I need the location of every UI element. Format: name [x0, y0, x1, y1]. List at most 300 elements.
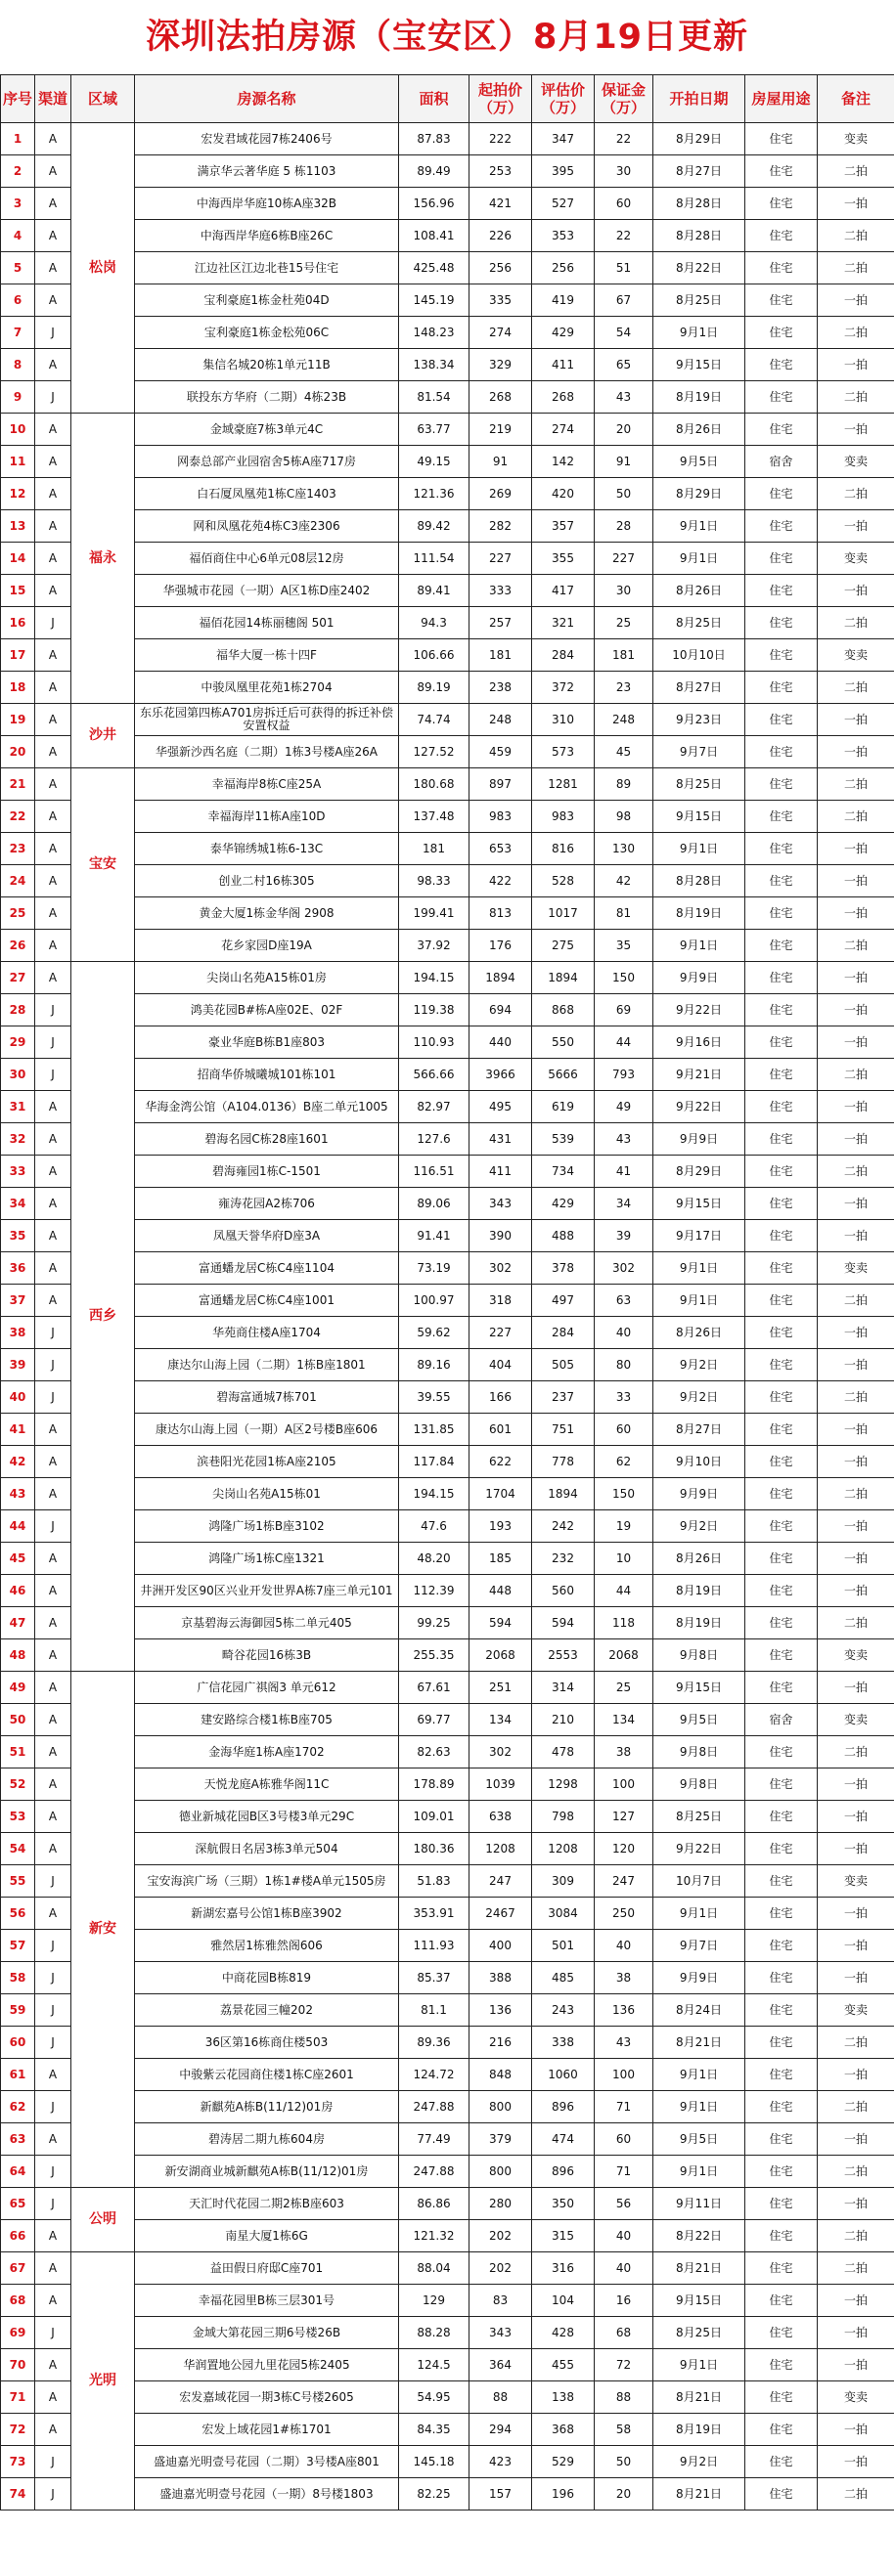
region-cell: 沙井	[71, 704, 135, 768]
row-number: 45	[1, 1543, 35, 1575]
area-size: 89.19	[399, 672, 469, 704]
start-price: 280	[469, 2188, 532, 2220]
note: 一拍	[818, 2349, 894, 2381]
auction-date: 9月7日	[653, 1930, 745, 1962]
usage: 住宅	[745, 704, 818, 736]
auction-date: 9月5日	[653, 446, 745, 478]
channel-cell: A	[35, 1898, 71, 1930]
auction-date: 8月19日	[653, 2414, 745, 2446]
auction-date: 9月7日	[653, 736, 745, 768]
table-row	[1, 543, 894, 575]
area-size: 199.41	[399, 897, 469, 930]
property-name: 盛迪嘉光明壹号花园（二期）3号楼A座801	[135, 2446, 399, 2478]
property-name: 康达尔山海上园（二期）1栋B座1801	[135, 1349, 399, 1381]
row-number: 9	[1, 381, 35, 414]
usage: 住宅	[745, 414, 818, 446]
usage: 住宅	[745, 1478, 818, 1510]
start-price: 388	[469, 1962, 532, 1994]
area-size: 121.32	[399, 2220, 469, 2252]
channel-cell: A	[35, 865, 71, 897]
deposit: 58	[595, 2414, 653, 2446]
row-number: 56	[1, 1898, 35, 1930]
row-number: 62	[1, 2091, 35, 2123]
area-size: 69.77	[399, 1704, 469, 1736]
usage: 住宅	[745, 1026, 818, 1059]
deposit: 51	[595, 252, 653, 284]
usage: 住宅	[745, 2414, 818, 2446]
deposit: 30	[595, 155, 653, 188]
table-row	[1, 1833, 894, 1865]
channel-cell: J	[35, 607, 71, 639]
appraisal-price: 560	[532, 1575, 595, 1607]
header-channel: 渠道	[35, 75, 71, 123]
start-price: 983	[469, 801, 532, 833]
row-number: 60	[1, 2027, 35, 2059]
area-size: 99.25	[399, 1607, 469, 1639]
start-price: 390	[469, 1220, 532, 1252]
usage: 住宅	[745, 1188, 818, 1220]
property-name: 深航假日名居3栋3单元504	[135, 1833, 399, 1865]
appraisal-price: 314	[532, 1672, 595, 1704]
appraisal-price: 243	[532, 1994, 595, 2027]
area-size: 47.6	[399, 1510, 469, 1543]
deposit: 44	[595, 1575, 653, 1607]
appraisal-price: 488	[532, 1220, 595, 1252]
deposit: 118	[595, 1607, 653, 1639]
start-price: 622	[469, 1446, 532, 1478]
appraisal-price: 896	[532, 2156, 595, 2188]
area-size: 124.5	[399, 2349, 469, 2381]
auction-date: 8月25日	[653, 607, 745, 639]
channel-cell: A	[35, 801, 71, 833]
area-size: 121.36	[399, 478, 469, 510]
area-size: 91.41	[399, 1220, 469, 1252]
appraisal-price: 478	[532, 1736, 595, 1768]
listing-table	[0, 74, 894, 2511]
table-row	[1, 607, 894, 639]
channel-cell: A	[35, 220, 71, 252]
property-name: 鸿隆广场1栋B座3102	[135, 1510, 399, 1543]
region-cell: 福永	[71, 414, 135, 704]
auction-date: 9月15日	[653, 349, 745, 381]
usage: 住宅	[745, 1414, 818, 1446]
table-row	[1, 2414, 894, 2446]
area-size: 54.95	[399, 2381, 469, 2414]
note: 变卖	[818, 639, 894, 672]
channel-cell: J	[35, 2317, 71, 2349]
channel-cell: A	[35, 349, 71, 381]
usage: 住宅	[745, 575, 818, 607]
row-number: 69	[1, 2317, 35, 2349]
usage: 住宅	[745, 768, 818, 801]
property-name: 幸福海岸11栋A座10D	[135, 801, 399, 833]
row-number: 32	[1, 1123, 35, 1156]
row-number: 46	[1, 1575, 35, 1607]
table-row	[1, 123, 894, 155]
property-name: 金域大第花园三期6号楼26B	[135, 2317, 399, 2349]
auction-date: 9月23日	[653, 704, 745, 736]
usage: 住宅	[745, 865, 818, 897]
property-name: 泰华锦绣城1栋6-13C	[135, 833, 399, 865]
table-row	[1, 1123, 894, 1156]
header-usage: 房屋用途	[745, 75, 818, 123]
table-row	[1, 1930, 894, 1962]
deposit: 42	[595, 865, 653, 897]
property-name: 华苑商住楼A座1704	[135, 1317, 399, 1349]
deposit: 130	[595, 833, 653, 865]
table-row	[1, 2381, 894, 2414]
area-size: 247.88	[399, 2091, 469, 2123]
channel-cell: A	[35, 1188, 71, 1220]
channel-cell: A	[35, 252, 71, 284]
note: 一拍	[818, 1026, 894, 1059]
table-row	[1, 768, 894, 801]
channel-cell: A	[35, 1736, 71, 1768]
usage: 住宅	[745, 1381, 818, 1414]
area-size: 88.28	[399, 2317, 469, 2349]
start-price: 226	[469, 220, 532, 252]
header-name: 房源名称	[135, 75, 399, 123]
note: 一拍	[818, 1349, 894, 1381]
auction-date: 9月9日	[653, 1123, 745, 1156]
channel-cell: A	[35, 736, 71, 768]
table-row	[1, 1672, 894, 1704]
channel-cell: A	[35, 188, 71, 220]
row-number: 27	[1, 962, 35, 994]
property-name: 福佰商住中心6单元08层12房	[135, 543, 399, 575]
table-row	[1, 252, 894, 284]
row-number: 34	[1, 1188, 35, 1220]
property-name: 华强新沙西名庭（二期）1栋3号楼A座26A	[135, 736, 399, 768]
channel-cell: A	[35, 1220, 71, 1252]
channel-cell: A	[35, 833, 71, 865]
area-size: 89.42	[399, 510, 469, 543]
row-number: 14	[1, 543, 35, 575]
deposit: 20	[595, 2478, 653, 2511]
note: 一拍	[818, 1510, 894, 1543]
usage: 住宅	[745, 2220, 818, 2252]
start-price: 653	[469, 833, 532, 865]
auction-date: 8月25日	[653, 768, 745, 801]
start-price: 897	[469, 768, 532, 801]
deposit: 89	[595, 768, 653, 801]
channel-cell: A	[35, 1704, 71, 1736]
auction-date: 9月1日	[653, 2349, 745, 2381]
property-name: 雅然居1栋雅然阁606	[135, 1930, 399, 1962]
appraisal-price: 485	[532, 1962, 595, 1994]
note: 一拍	[818, 897, 894, 930]
property-name: 天汇时代花园二期2栋B座603	[135, 2188, 399, 2220]
property-name: 金海华庭1栋A座1702	[135, 1736, 399, 1768]
auction-date: 9月9日	[653, 962, 745, 994]
deposit: 40	[595, 2220, 653, 2252]
start-price: 227	[469, 543, 532, 575]
property-name: 宝利豪庭1栋金松苑06C	[135, 317, 399, 349]
appraisal-price: 1208	[532, 1833, 595, 1865]
table-row	[1, 349, 894, 381]
usage: 住宅	[745, 543, 818, 575]
appraisal-price: 321	[532, 607, 595, 639]
appraisal-price: 417	[532, 575, 595, 607]
property-name: 集信名城20栋1单元11B	[135, 349, 399, 381]
note: 一拍	[818, 1220, 894, 1252]
usage: 住宅	[745, 1768, 818, 1801]
start-price: 848	[469, 2059, 532, 2091]
area-size: 48.20	[399, 1543, 469, 1575]
auction-date: 8月28日	[653, 220, 745, 252]
start-price: 638	[469, 1801, 532, 1833]
note: 一拍	[818, 2123, 894, 2156]
auction-date: 9月1日	[653, 2156, 745, 2188]
table-row	[1, 1575, 894, 1607]
row-number: 53	[1, 1801, 35, 1833]
start-price: 813	[469, 897, 532, 930]
region-cell: 宝安	[71, 768, 135, 962]
start-price: 800	[469, 2091, 532, 2123]
deposit: 45	[595, 736, 653, 768]
note: 二拍	[818, 1381, 894, 1414]
table-row	[1, 1446, 894, 1478]
channel-cell: A	[35, 2059, 71, 2091]
appraisal-price: 274	[532, 414, 595, 446]
property-name: 碧海富通城7栋701	[135, 1381, 399, 1414]
appraisal-price: 455	[532, 2349, 595, 2381]
appraisal-price: 420	[532, 478, 595, 510]
usage: 住宅	[745, 123, 818, 155]
start-price: 88	[469, 2381, 532, 2414]
start-price: 800	[469, 2156, 532, 2188]
area-size: 116.51	[399, 1156, 469, 1188]
channel-cell: A	[35, 1123, 71, 1156]
auction-date: 8月25日	[653, 1801, 745, 1833]
area-size: 110.93	[399, 1026, 469, 1059]
note: 变卖	[818, 1704, 894, 1736]
usage: 住宅	[745, 1865, 818, 1898]
property-name: 畸谷花园16栋3B	[135, 1639, 399, 1672]
area-size: 129	[399, 2285, 469, 2317]
area-size: 108.41	[399, 220, 469, 252]
area-size: 180.68	[399, 768, 469, 801]
start-price: 227	[469, 1317, 532, 1349]
row-number: 36	[1, 1252, 35, 1285]
table-row	[1, 2252, 894, 2285]
table-row	[1, 478, 894, 510]
appraisal-price: 983	[532, 801, 595, 833]
auction-date: 9月1日	[653, 510, 745, 543]
channel-cell: A	[35, 1285, 71, 1317]
row-number: 2	[1, 155, 35, 188]
usage: 住宅	[745, 1994, 818, 2027]
usage: 住宅	[745, 510, 818, 543]
start-price: 440	[469, 1026, 532, 1059]
deposit: 56	[595, 2188, 653, 2220]
start-price: 91	[469, 446, 532, 478]
usage: 住宅	[745, 1833, 818, 1865]
deposit: 71	[595, 2156, 653, 2188]
auction-date: 9月2日	[653, 1510, 745, 1543]
appraisal-price: 210	[532, 1704, 595, 1736]
property-name: 康达尔山海上园（一期）A区2号楼B座606	[135, 1414, 399, 1446]
appraisal-price: 798	[532, 1801, 595, 1833]
appraisal-price: 138	[532, 2381, 595, 2414]
table-row	[1, 2091, 894, 2123]
auction-date: 9月22日	[653, 1091, 745, 1123]
note: 二拍	[818, 930, 894, 962]
channel-cell: J	[35, 2027, 71, 2059]
row-number: 24	[1, 865, 35, 897]
appraisal-price: 357	[532, 510, 595, 543]
property-name: 豪业华庭B栋B1座803	[135, 1026, 399, 1059]
table-row	[1, 1704, 894, 1736]
table-row	[1, 1252, 894, 1285]
start-price: 274	[469, 317, 532, 349]
property-name: 建安路综合楼1栋B座705	[135, 1704, 399, 1736]
start-price: 247	[469, 1865, 532, 1898]
start-price: 1039	[469, 1768, 532, 1801]
note: 一拍	[818, 284, 894, 317]
start-price: 238	[469, 672, 532, 704]
usage: 宿舍	[745, 1704, 818, 1736]
note: 变卖	[818, 1639, 894, 1672]
table-row	[1, 1801, 894, 1833]
channel-cell: A	[35, 1672, 71, 1704]
appraisal-price: 368	[532, 2414, 595, 2446]
usage: 住宅	[745, 1543, 818, 1575]
start-price: 423	[469, 2446, 532, 2478]
area-size: 37.92	[399, 930, 469, 962]
table-row	[1, 2156, 894, 2188]
note: 变卖	[818, 1865, 894, 1898]
start-price: 202	[469, 2220, 532, 2252]
channel-cell: A	[35, 1156, 71, 1188]
table-row	[1, 1156, 894, 1188]
note: 一拍	[818, 1672, 894, 1704]
appraisal-price: 196	[532, 2478, 595, 2511]
usage: 住宅	[745, 155, 818, 188]
area-size: 124.72	[399, 2059, 469, 2091]
appraisal-price: 5666	[532, 1059, 595, 1091]
deposit: 248	[595, 704, 653, 736]
area-size: 255.35	[399, 1639, 469, 1672]
auction-date: 10月7日	[653, 1865, 745, 1898]
row-number: 52	[1, 1768, 35, 1801]
start-price: 400	[469, 1930, 532, 1962]
table-row	[1, 1414, 894, 1446]
note: 变卖	[818, 1994, 894, 2027]
appraisal-price: 1298	[532, 1768, 595, 1801]
row-number: 19	[1, 704, 35, 736]
row-number: 48	[1, 1639, 35, 1672]
auction-date: 9月1日	[653, 2091, 745, 2123]
row-number: 6	[1, 284, 35, 317]
row-number: 68	[1, 2285, 35, 2317]
appraisal-price: 309	[532, 1865, 595, 1898]
channel-cell: A	[35, 1833, 71, 1865]
usage: 住宅	[745, 2027, 818, 2059]
table-row	[1, 736, 894, 768]
deposit: 120	[595, 1833, 653, 1865]
start-price: 268	[469, 381, 532, 414]
area-size: 145.18	[399, 2446, 469, 2478]
table-row	[1, 930, 894, 962]
channel-cell: J	[35, 1317, 71, 1349]
area-size: 81.1	[399, 1994, 469, 2027]
property-name: 白石厦凤凰苑1栋C座1403	[135, 478, 399, 510]
channel-cell: A	[35, 2123, 71, 2156]
property-name: 中骏紫云花园商住楼1栋C座2601	[135, 2059, 399, 2091]
note: 二拍	[818, 1285, 894, 1317]
note: 二拍	[818, 1156, 894, 1188]
row-number: 29	[1, 1026, 35, 1059]
property-name: 天悦龙庭A栋雅华阁11C	[135, 1768, 399, 1801]
usage: 宿舍	[745, 446, 818, 478]
appraisal-price: 751	[532, 1414, 595, 1446]
usage: 住宅	[745, 2123, 818, 2156]
area-size: 137.48	[399, 801, 469, 833]
table-row	[1, 1962, 894, 1994]
deposit: 67	[595, 284, 653, 317]
start-price: 422	[469, 865, 532, 897]
usage: 住宅	[745, 833, 818, 865]
channel-cell: A	[35, 478, 71, 510]
usage: 住宅	[745, 317, 818, 349]
area-size: 63.77	[399, 414, 469, 446]
table-row	[1, 1736, 894, 1768]
note: 一拍	[818, 1833, 894, 1865]
start-price: 2467	[469, 1898, 532, 1930]
channel-cell: J	[35, 1510, 71, 1543]
auction-date: 8月27日	[653, 1414, 745, 1446]
channel-cell: J	[35, 381, 71, 414]
start-price: 421	[469, 188, 532, 220]
auction-date: 9月1日	[653, 317, 745, 349]
row-number: 33	[1, 1156, 35, 1188]
property-name: 福华大厦一栋十四F	[135, 639, 399, 672]
auction-date: 9月5日	[653, 1704, 745, 1736]
property-name: 宝安海滨广场（三期）1栋1#楼A单元1505房	[135, 1865, 399, 1898]
row-number: 12	[1, 478, 35, 510]
usage: 住宅	[745, 736, 818, 768]
usage: 住宅	[745, 1317, 818, 1349]
table-row	[1, 2349, 894, 2381]
channel-cell: A	[35, 704, 71, 736]
deposit: 150	[595, 962, 653, 994]
table-row	[1, 1220, 894, 1252]
area-size: 89.49	[399, 155, 469, 188]
channel-cell: A	[35, 639, 71, 672]
note: 二拍	[818, 1059, 894, 1091]
appraisal-price: 372	[532, 672, 595, 704]
usage: 住宅	[745, 1091, 818, 1123]
deposit: 25	[595, 1672, 653, 1704]
start-price: 1894	[469, 962, 532, 994]
channel-cell: J	[35, 994, 71, 1026]
header-region: 区域	[71, 75, 135, 123]
row-number: 26	[1, 930, 35, 962]
start-price: 694	[469, 994, 532, 1026]
channel-cell: J	[35, 1381, 71, 1414]
start-price: 364	[469, 2349, 532, 2381]
note: 二拍	[818, 1478, 894, 1510]
table-row	[1, 1768, 894, 1801]
table-row	[1, 672, 894, 704]
deposit: 35	[595, 930, 653, 962]
channel-cell: A	[35, 284, 71, 317]
auction-date: 8月21日	[653, 2381, 745, 2414]
row-number: 28	[1, 994, 35, 1026]
row-number: 63	[1, 2123, 35, 2156]
table-body	[1, 123, 894, 2511]
